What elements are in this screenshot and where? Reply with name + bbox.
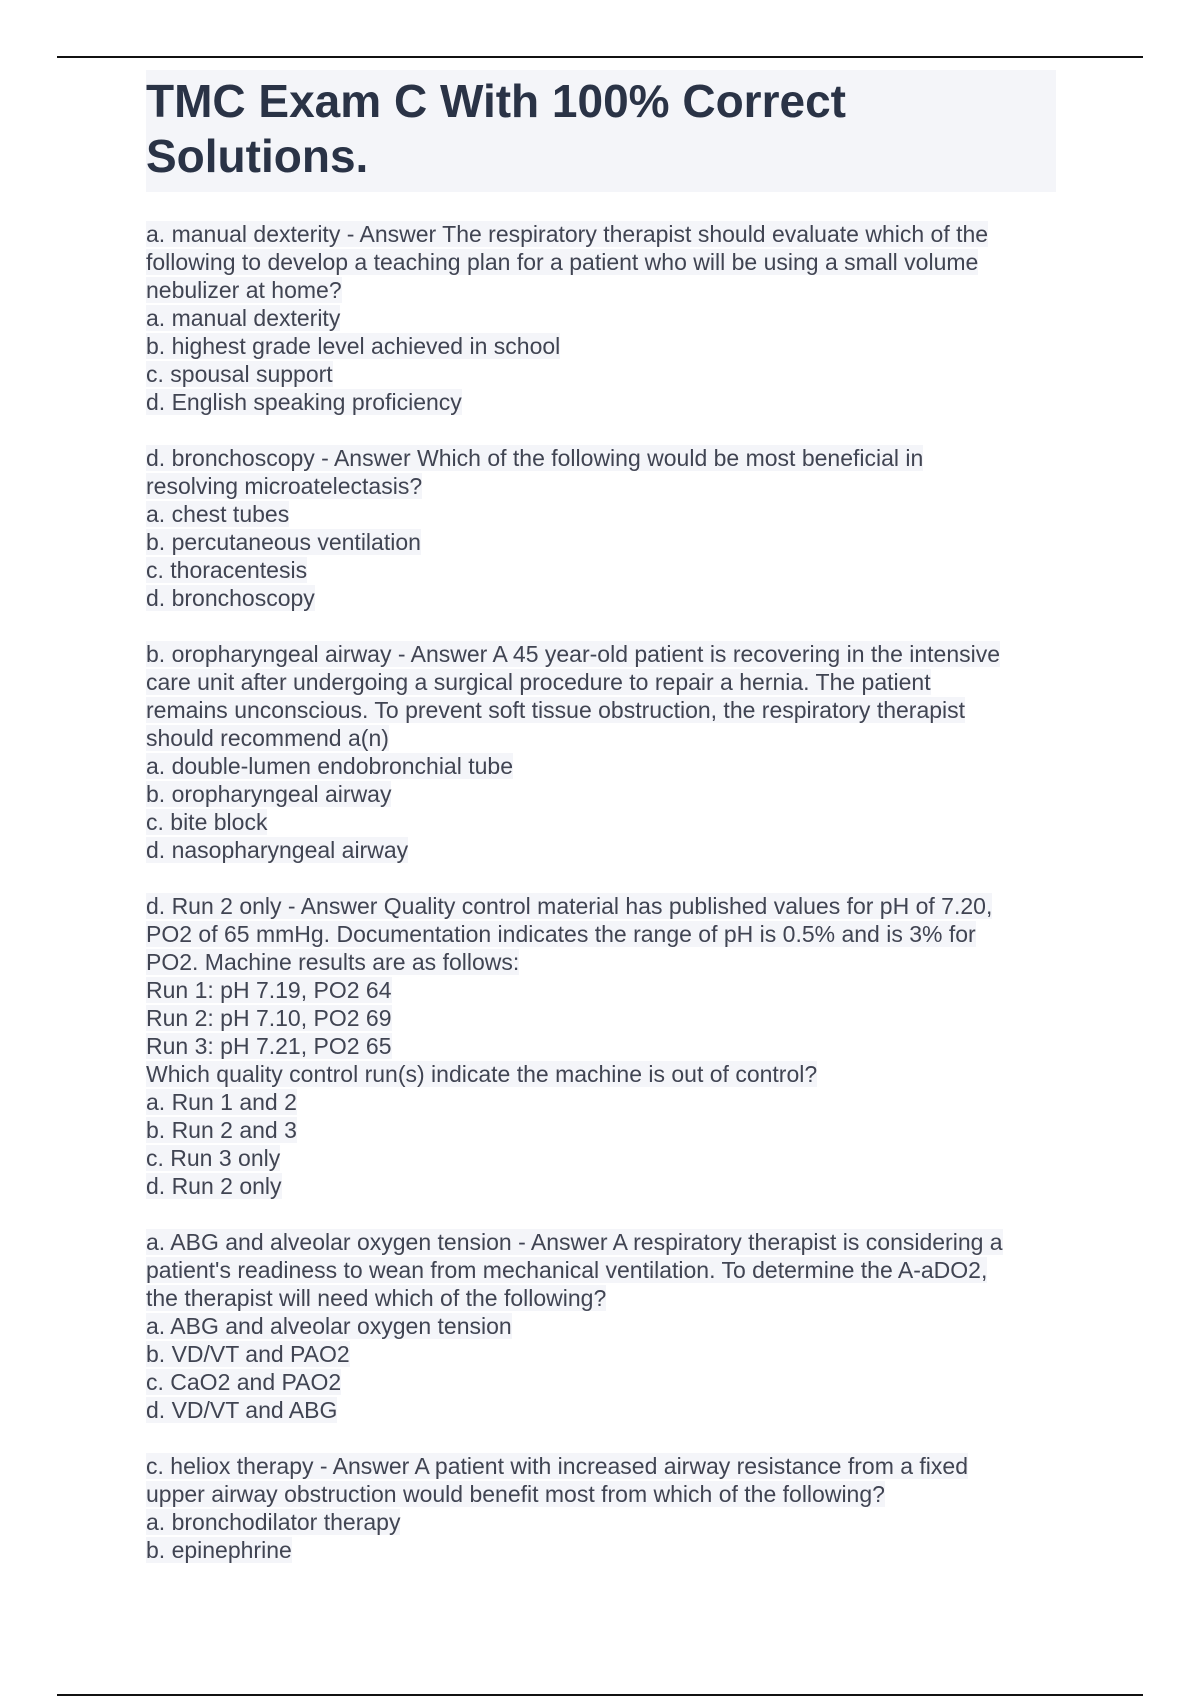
- question-block: [146, 444, 1056, 612]
- answer-option: a. bronchodilator therapy: [146, 1509, 401, 1535]
- question-line: nebulizer at home?: [146, 277, 342, 303]
- question-line: b. oropharyngeal airway - Answer A 45 year-old patient is recovering in the intensive: [146, 641, 1001, 667]
- title-box: [146, 70, 1056, 192]
- question-line: a. ABG and alveolar oxygen tension - Answer A respiratory therapist is considering a: [146, 1229, 1003, 1255]
- answer-option: a. manual dexterity: [146, 305, 341, 331]
- answer-option: b. percutaneous ventilation: [146, 529, 421, 555]
- answer-option: a. chest tubes: [146, 501, 290, 527]
- top-rule: [57, 56, 1143, 58]
- question-block: [146, 892, 1056, 1200]
- question-line: resolving microatelectasis?: [146, 473, 423, 499]
- question-line: should recommend a(n): [146, 725, 389, 751]
- answer-option: c. spousal support: [146, 361, 333, 387]
- question-line: d. bronchoscopy - Answer Which of the following would be most beneficial in: [146, 445, 924, 471]
- question-line: remains unconscious. To prevent soft tissue obstruction, the respiratory therapist: [146, 697, 966, 723]
- question-block: [146, 220, 1056, 416]
- question-line: upper airway obstruction would benefit most from which of the following?: [146, 1481, 885, 1507]
- question-block: [146, 1228, 1056, 1424]
- question-line: patient's readiness to wean from mechanical ventilation. To determine the A-aDO2,: [146, 1257, 988, 1283]
- answer-option: a. Run 1 and 2: [146, 1089, 297, 1115]
- document-title: TMC Exam C With 100% Correct Solutions.: [146, 75, 846, 182]
- answer-option: b. oropharyngeal airway: [146, 781, 392, 807]
- answer-option: a. double-lumen endobronchial tube: [146, 753, 513, 779]
- answer-option: c. thoracentesis: [146, 557, 308, 583]
- question-line: d. Run 2 only - Answer Quality control material has published values for pH of 7.20,: [146, 893, 993, 919]
- answer-option: b. epinephrine: [146, 1537, 292, 1563]
- answer-option: c. CaO2 and PAO2: [146, 1369, 342, 1395]
- answer-option: d. English speaking proficiency: [146, 389, 462, 415]
- question-line: c. heliox therapy - Answer A patient with increased airway resistance from a fixed: [146, 1453, 969, 1479]
- question-line: Run 1: pH 7.19, PO2 64: [146, 977, 392, 1003]
- answer-option: d. bronchoscopy: [146, 585, 315, 611]
- question-line: Which quality control run(s) indicate the machine is out of control?: [146, 1061, 818, 1087]
- answer-option: b. highest grade level achieved in school: [146, 333, 561, 359]
- question-line: PO2 of 65 mmHg. Documentation indicates the range of pH is 0.5% and is 3% for: [146, 921, 976, 947]
- answer-option: d. nasopharyngeal airway: [146, 837, 409, 863]
- answer-option: c. bite block: [146, 809, 268, 835]
- question-line: the therapist will need which of the following?: [146, 1285, 607, 1311]
- bottom-rule: [57, 1694, 1143, 1696]
- answer-option: d. Run 2 only: [146, 1173, 282, 1199]
- question-line: PO2. Machine results are as follows:: [146, 949, 520, 975]
- question-line: following to develop a teaching plan for a patient who will be using a small volume: [146, 249, 979, 275]
- question-line: a. manual dexterity - Answer The respiratory therapist should evaluate which of the: [146, 221, 989, 247]
- question-line: Run 3: pH 7.21, PO2 65: [146, 1033, 392, 1059]
- answer-option: b. VD/VT and PAO2: [146, 1341, 350, 1367]
- question-line: care unit after undergoing a surgical procedure to repair a hernia. The patient: [146, 669, 931, 695]
- document-body: [146, 70, 1056, 1592]
- answer-option: b. Run 2 and 3: [146, 1117, 297, 1143]
- question-block: [146, 640, 1056, 864]
- question-line: Run 2: pH 7.10, PO2 69: [146, 1005, 392, 1031]
- question-block: [146, 1452, 1056, 1564]
- answer-option: d. VD/VT and ABG: [146, 1397, 338, 1423]
- answer-option: c. Run 3 only: [146, 1145, 281, 1171]
- answer-option: a. ABG and alveolar oxygen tension: [146, 1313, 512, 1339]
